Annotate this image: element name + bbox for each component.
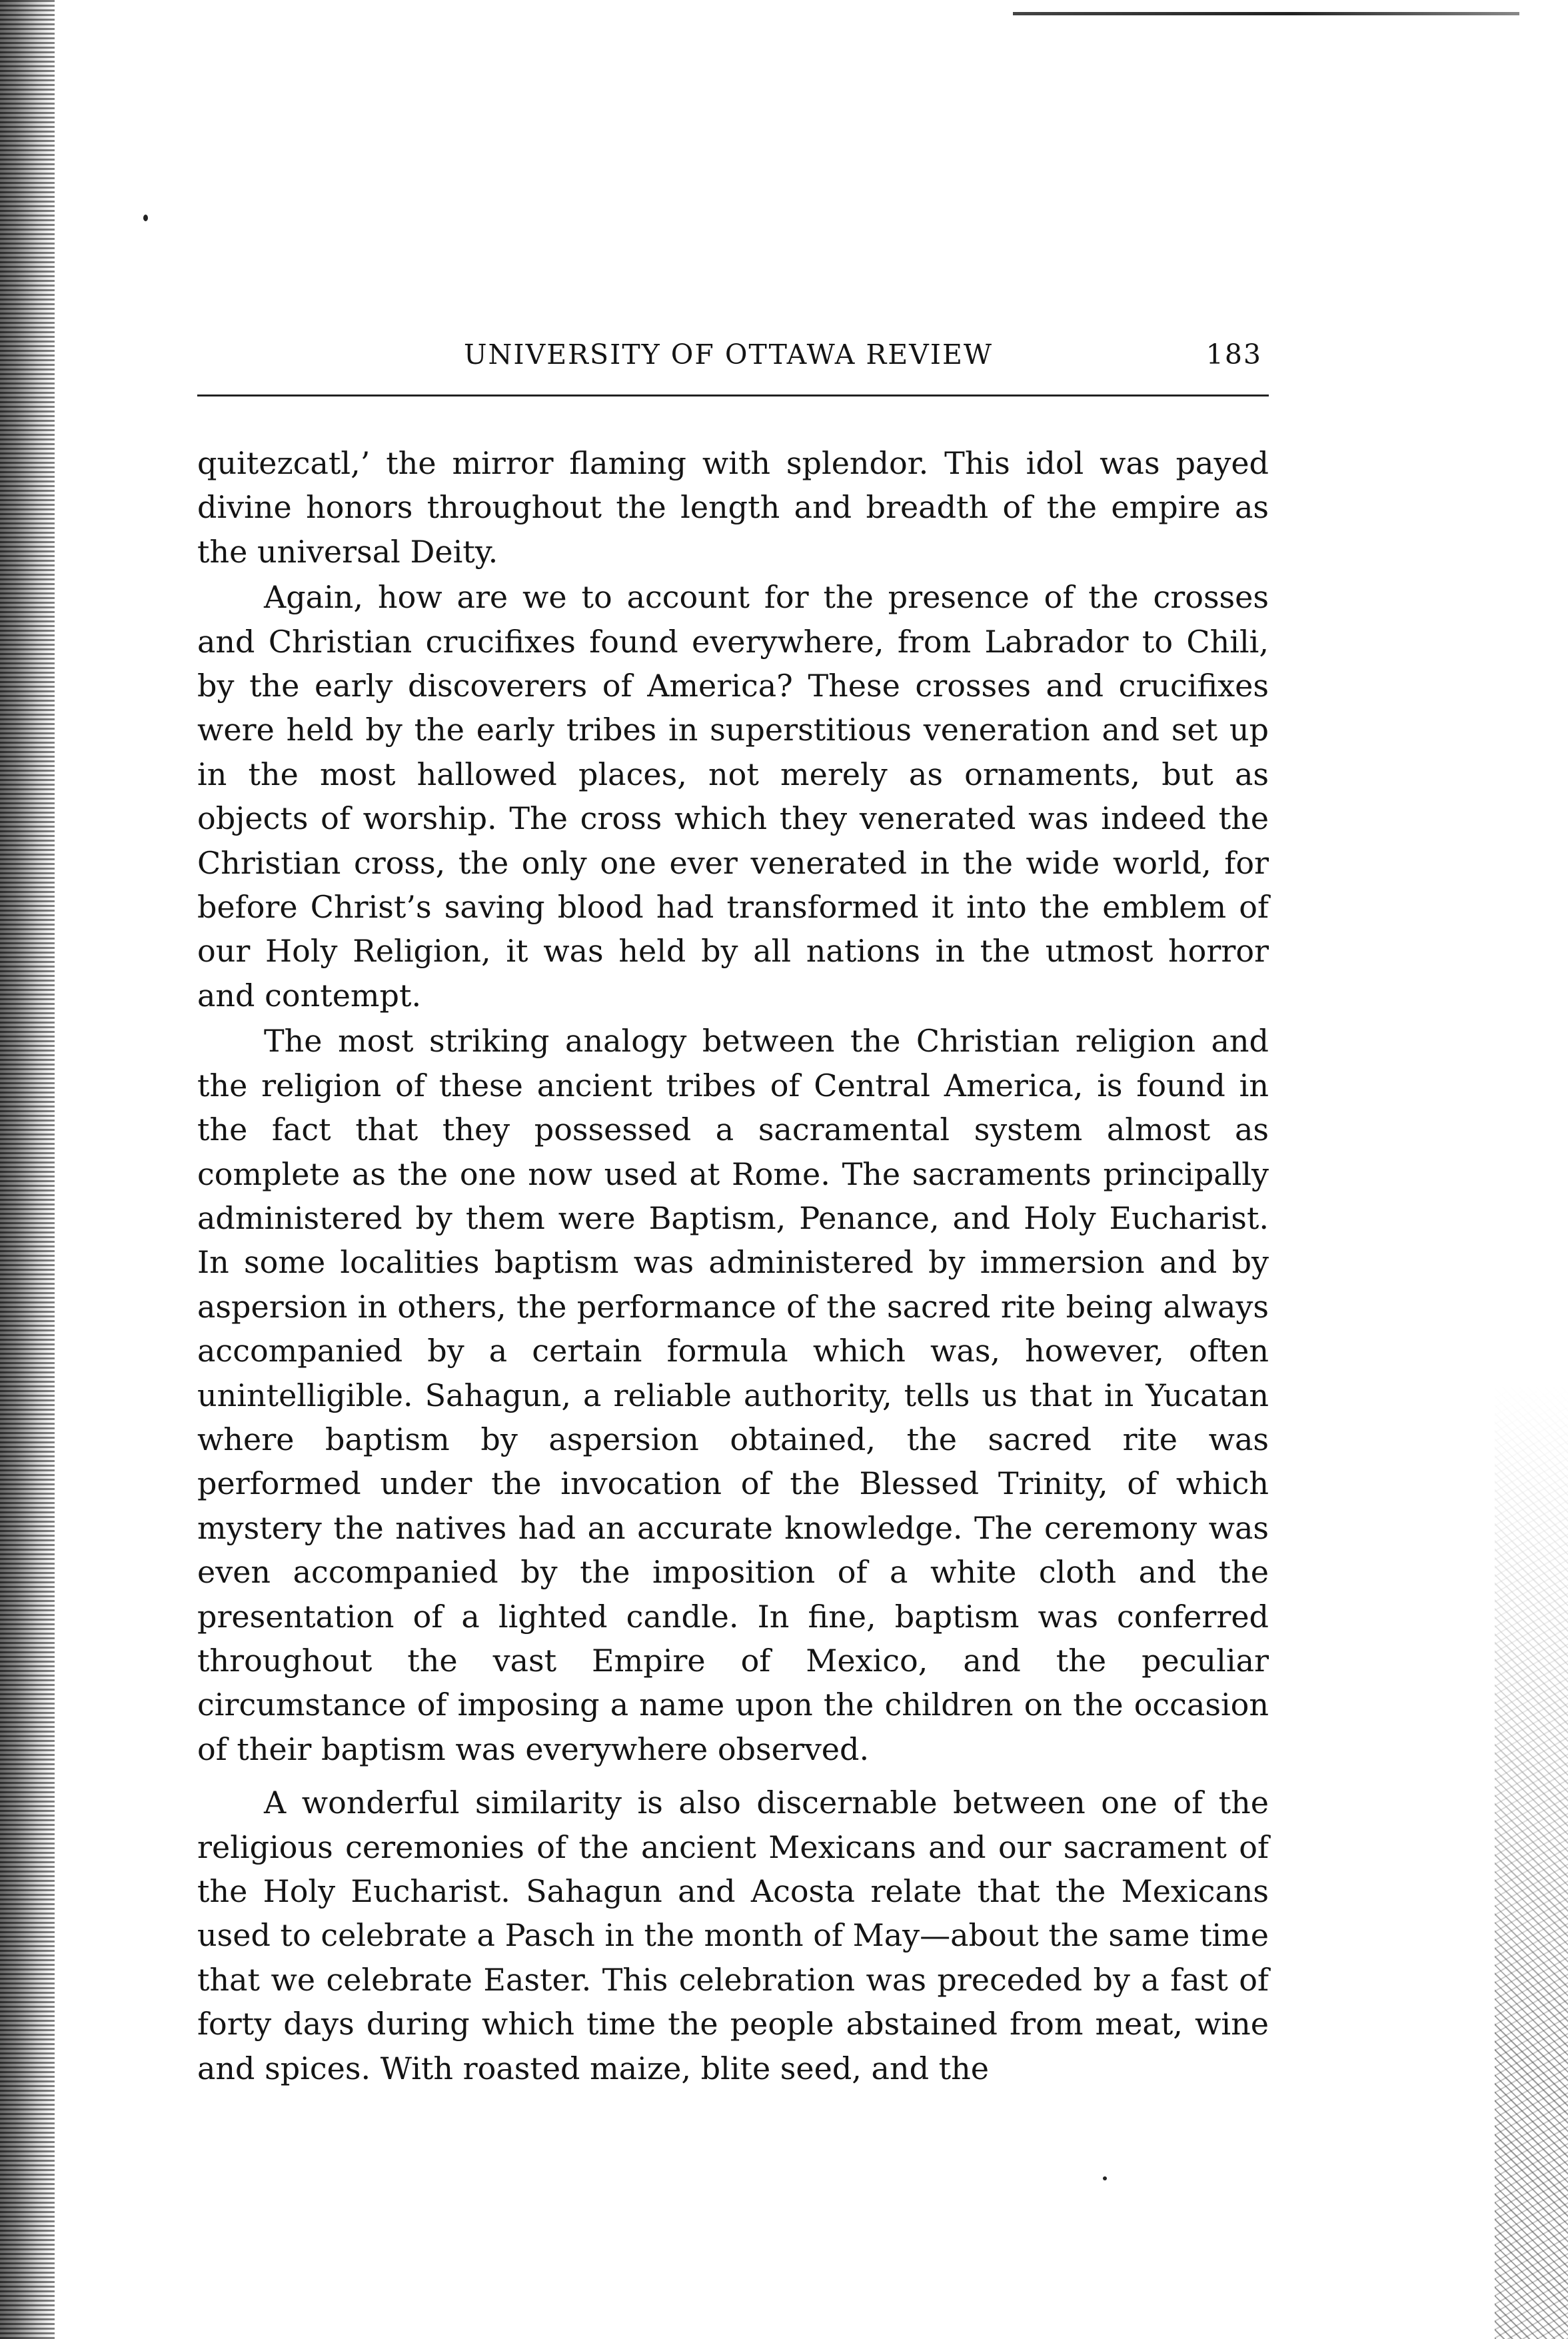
scan-speck <box>143 215 148 221</box>
running-title: UNIVERSITY OF OTTAWA REVIEW <box>464 339 994 371</box>
page-number: 183 <box>1205 339 1262 371</box>
scan-speck <box>1103 2176 1107 2180</box>
paragraph: quitezcatl,’ the mirror flaming with splendor. This idol was payed divine honors throughout the length and breadth of the empire as the universal Deity. <box>197 445 1269 570</box>
paragraph: Again, how are we to account for the presence of the crosses and Christian crucifixes found everywhere, from Labrador to Chili, by the early discoverers of America? These crosses and crucifixes were held by the early tribes in superstitious veneration and set up in the most hallowed places, not merely as ornaments, but as objects of worship. The cross which they venerated was indeed the Christian cross, the only one ever venerated in the wide world, for before Christ’s saving blood had transformed it into the emblem of our Holy Religion, it was held by all nations in the utmost horror and contempt. <box>197 579 1269 1014</box>
running-head <box>197 320 1269 373</box>
scan-artifact-line <box>1013 12 1519 15</box>
header-rule <box>197 394 1269 396</box>
paragraph: A wonderful similarity is also discernable between one of the religious ceremonies of the ancient Mexicans and our sacrament of the Holy Eucharist. Sahagun and Acosta relate that the Mexicans used to celebrate a Pasch in the month of May—about the same time that we celebrate Easter. This celebration was preceded by a fast of forty days during which time the people abstained from meat, wine and spices. With roasted maize, blite seed, and the <box>197 1785 1269 2086</box>
scan-edge-noise <box>1495 1386 1568 2339</box>
body-text <box>197 441 1269 2090</box>
book-page <box>197 320 1269 2086</box>
binding-edge <box>0 0 55 2339</box>
paragraph: The most striking analogy between the Christian religion and the religion of these ancient tribes of Central America, is found in the fact that they possessed a sacramental system almost as complete as the one now used at Rome. The sacraments principally administered by them were Baptism, Penance, and Holy Eucharist. In some localities baptism was administered by immersion and by aspersion in others, the performance of the sacred rite being always accompanied by a certain formula which was, however, often unintelligible. Sahagun, a reliable authority, tells us that in Yucatan where baptism by aspersion obtained, the sacred rite was performed under the invocation of the Blessed Trinity, of which mystery the natives had an accurate knowledge. The ceremony was even accompanied by the imposition of a white cloth and the presentation of a lighted candle. In fine, baptism was conferred throughout the vast Empire of Mexico, and the peculiar circumstance of imposing a name upon the children on the occasion of their baptism was everywhere observed. <box>197 1023 1269 1767</box>
